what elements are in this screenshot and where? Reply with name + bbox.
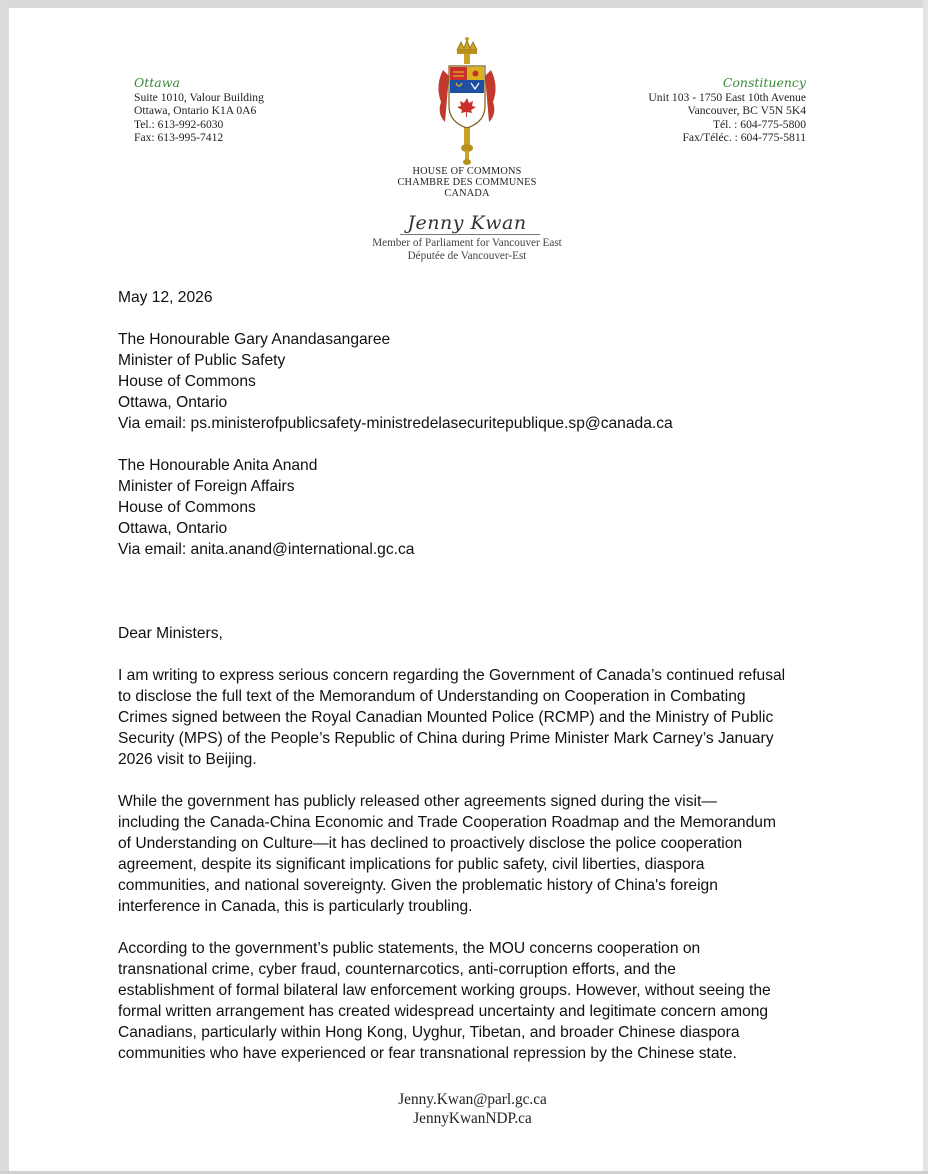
house-fr: CHAMBRE DES COMMUNES bbox=[397, 177, 537, 188]
recipient-email: Via email: ps.ministerofpublicsafety-ministredelasecuritepublique.sp@canada.ca bbox=[118, 415, 673, 432]
paragraph-line: agreement, despite its significant implications for public safety, civil liberties, diaspora bbox=[118, 856, 705, 873]
member-name: Jenny Kwan bbox=[407, 212, 527, 234]
paragraph-line: According to the government’s public statements, the MOU concerns cooperation on bbox=[118, 940, 701, 957]
recipient-name: The Honourable Anita Anand bbox=[118, 457, 318, 474]
paragraph-line: I am writing to express serious concern regarding the Government of Canada’s continued refusal bbox=[118, 667, 786, 684]
letter-date bbox=[118, 287, 838, 308]
member-titles bbox=[360, 237, 574, 263]
recipient-org: House of Commons bbox=[118, 373, 256, 390]
window-frame-top bbox=[0, 0, 928, 8]
paragraph-line: While the government has publicly released other agreements signed during the visit— bbox=[118, 793, 717, 810]
constituency-office-line: Vancouver, BC V5N 5K4 bbox=[687, 104, 806, 118]
footer-website[interactable]: JennyKwanNDP.ca bbox=[413, 1110, 532, 1127]
footer-email[interactable]: Jenny.Kwan@parl.gc.ca bbox=[398, 1091, 547, 1108]
ottawa-office-line: Suite 1010, Valour Building bbox=[134, 91, 264, 105]
date-text: May 12, 2026 bbox=[118, 289, 213, 306]
salutation-text: Dear Ministers, bbox=[118, 625, 223, 642]
recipient-title: Minister of Foreign Affairs bbox=[118, 478, 295, 495]
recipient-title: Minister of Public Safety bbox=[118, 352, 286, 369]
ottawa-office-line: Ottawa, Ontario K1A 0A6 bbox=[134, 104, 257, 118]
recipient-name: The Honourable Gary Anandasangaree bbox=[118, 331, 391, 348]
house-en: HOUSE OF COMMONS bbox=[412, 166, 522, 177]
body-paragraph bbox=[118, 665, 838, 770]
constituency-office-fax: Fax/Téléc. : 604-775-5811 bbox=[682, 130, 806, 144]
paragraph-line: communities who have experienced or fear transnational repression by the Chinese state. bbox=[118, 1045, 737, 1062]
name-divider bbox=[400, 234, 540, 235]
paragraph-line: 2026 visit to Beijing. bbox=[118, 751, 257, 768]
letter-footer bbox=[300, 1090, 645, 1128]
window-frame-right bbox=[923, 0, 928, 1174]
salutation bbox=[118, 623, 838, 644]
paragraph-line: of Understanding on Culture—it has declined to proactively disclose the police cooperation bbox=[118, 835, 743, 852]
constituency-office-address bbox=[648, 76, 806, 144]
recipient-email: Via email: anita.anand@international.gc.ca bbox=[118, 541, 415, 558]
house-of-commons-crest-icon bbox=[429, 36, 505, 166]
ottawa-office-heading: Ottawa bbox=[134, 75, 180, 90]
recipient-city: Ottawa, Ontario bbox=[118, 394, 228, 411]
recipient-org: House of Commons bbox=[118, 499, 256, 516]
ottawa-office-fax: Fax: 613-995-7412 bbox=[134, 130, 224, 144]
ottawa-office-phone: Tel.: 613-992-6030 bbox=[134, 117, 224, 131]
member-title-en: Member of Parliament for Vancouver East bbox=[372, 237, 562, 249]
body-paragraph bbox=[118, 791, 838, 917]
recipient-block bbox=[118, 455, 838, 560]
paragraph-line: Canadians, particularly within Hong Kong, Uyghur, Tibetan, and broader Chinese diaspora bbox=[118, 1024, 740, 1041]
paragraph-line: Crimes signed between the Royal Canadian Mounted Police (RCMP) and the Ministry of Public bbox=[118, 709, 774, 726]
paragraph-line: establishment of formal bilateral law enforcement working groups. However, without seeing the bbox=[118, 982, 771, 999]
paragraph-line: interference in Canada, this is particularly troubling. bbox=[118, 898, 473, 915]
recipient-city: Ottawa, Ontario bbox=[118, 520, 228, 537]
member-title-fr: Députée de Vancouver-Est bbox=[407, 250, 527, 262]
country-label: CANADA bbox=[444, 188, 490, 199]
constituency-office-line: Unit 103 - 1750 East 10th Avenue bbox=[648, 91, 806, 105]
paragraph-line: to disclose the full text of the Memorandum of Understanding on Cooperation in Combating bbox=[118, 688, 746, 705]
paragraph-line: including the Canada-China Economic and Trade Cooperation Roadmap and the Memorandum bbox=[118, 814, 776, 831]
paragraph-line: Security (MPS) of the People’s Republic of China during Prime Minister Mark Carney’s January bbox=[118, 730, 774, 747]
window-frame-left bbox=[0, 0, 9, 1174]
constituency-office-phone: Tél. : 604-775-5800 bbox=[712, 117, 806, 131]
ottawa-office-address bbox=[134, 76, 264, 144]
paragraph-line: formal written arrangement has created widespread uncertainty and legitimate concern among bbox=[118, 1003, 769, 1020]
constituency-office-heading: Constituency bbox=[722, 75, 806, 90]
recipient-block bbox=[118, 329, 838, 434]
body-paragraph bbox=[118, 938, 838, 1064]
house-of-commons-label bbox=[360, 166, 574, 199]
paragraph-line: communities, and national sovereignty. Given the problematic history of China's foreign bbox=[118, 877, 718, 894]
paragraph-line: transnational crime, cyber fraud, counternarcotics, anti-corruption efforts, and the bbox=[118, 961, 676, 978]
